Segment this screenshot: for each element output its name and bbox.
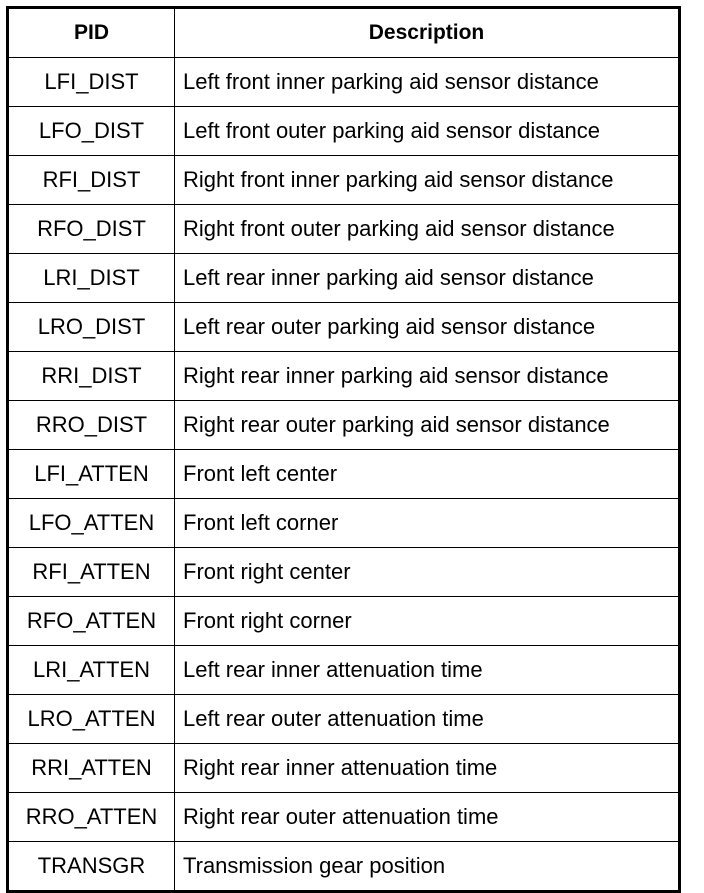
- table-row: [8, 205, 680, 254]
- table-header-row: [8, 8, 680, 58]
- description-cell: Right front outer parking aid sensor distance: [175, 205, 680, 254]
- description-cell: Front left center: [175, 450, 680, 499]
- pid-cell: LRO_DIST: [8, 303, 175, 352]
- pid-cell: LRI_DIST: [8, 254, 175, 303]
- pid-cell: LFI_DIST: [8, 58, 175, 107]
- pid-cell: RFI_ATTEN: [8, 548, 175, 597]
- table-row: [8, 499, 680, 548]
- table-row: [8, 793, 680, 842]
- pid-column-header: PID: [8, 8, 175, 58]
- pid-cell: RRI_ATTEN: [8, 744, 175, 793]
- description-cell: Left front inner parking aid sensor distance: [175, 58, 680, 107]
- table-row: [8, 303, 680, 352]
- description-cell: Left rear outer parking aid sensor distance: [175, 303, 680, 352]
- pid-cell: RFO_DIST: [8, 205, 175, 254]
- pid-cell: LFO_ATTEN: [8, 499, 175, 548]
- pid-cell: RRI_DIST: [8, 352, 175, 401]
- pid-cell: RFI_DIST: [8, 156, 175, 205]
- description-cell: Front left corner: [175, 499, 680, 548]
- pid-cell: LRI_ATTEN: [8, 646, 175, 695]
- table-row: [8, 646, 680, 695]
- table-row: [8, 107, 680, 156]
- pid-cell: LFI_ATTEN: [8, 450, 175, 499]
- table-row: [8, 352, 680, 401]
- table-row: [8, 744, 680, 793]
- description-cell: Left front outer parking aid sensor distance: [175, 107, 680, 156]
- description-cell: Right rear outer parking aid sensor distance: [175, 401, 680, 450]
- table-row: [8, 548, 680, 597]
- description-cell: Right rear outer attenuation time: [175, 793, 680, 842]
- description-cell: Right front inner parking aid sensor distance: [175, 156, 680, 205]
- table-row: [8, 156, 680, 205]
- table-row: [8, 254, 680, 303]
- description-cell: Left rear inner attenuation time: [175, 646, 680, 695]
- pid-cell: TRANSGR: [8, 842, 175, 892]
- description-cell: Front right corner: [175, 597, 680, 646]
- description-column-header: Description: [175, 8, 680, 58]
- description-cell: Left rear outer attenuation time: [175, 695, 680, 744]
- pid-description-table: [6, 6, 681, 893]
- description-cell: Right rear inner parking aid sensor distance: [175, 352, 680, 401]
- pid-cell: LFO_DIST: [8, 107, 175, 156]
- description-cell: Front right center: [175, 548, 680, 597]
- table-header: [8, 8, 680, 58]
- description-cell: Left rear inner parking aid sensor distance: [175, 254, 680, 303]
- description-cell: Transmission gear position: [175, 842, 680, 892]
- pid-cell: RRO_DIST: [8, 401, 175, 450]
- description-cell: Right rear inner attenuation time: [175, 744, 680, 793]
- table-row: [8, 58, 680, 107]
- table-row: [8, 695, 680, 744]
- pid-cell: LRO_ATTEN: [8, 695, 175, 744]
- pid-cell: RRO_ATTEN: [8, 793, 175, 842]
- table-row: [8, 401, 680, 450]
- table-body: [8, 58, 680, 892]
- pid-cell: RFO_ATTEN: [8, 597, 175, 646]
- table-row: [8, 450, 680, 499]
- table-row: [8, 597, 680, 646]
- table-row: [8, 842, 680, 892]
